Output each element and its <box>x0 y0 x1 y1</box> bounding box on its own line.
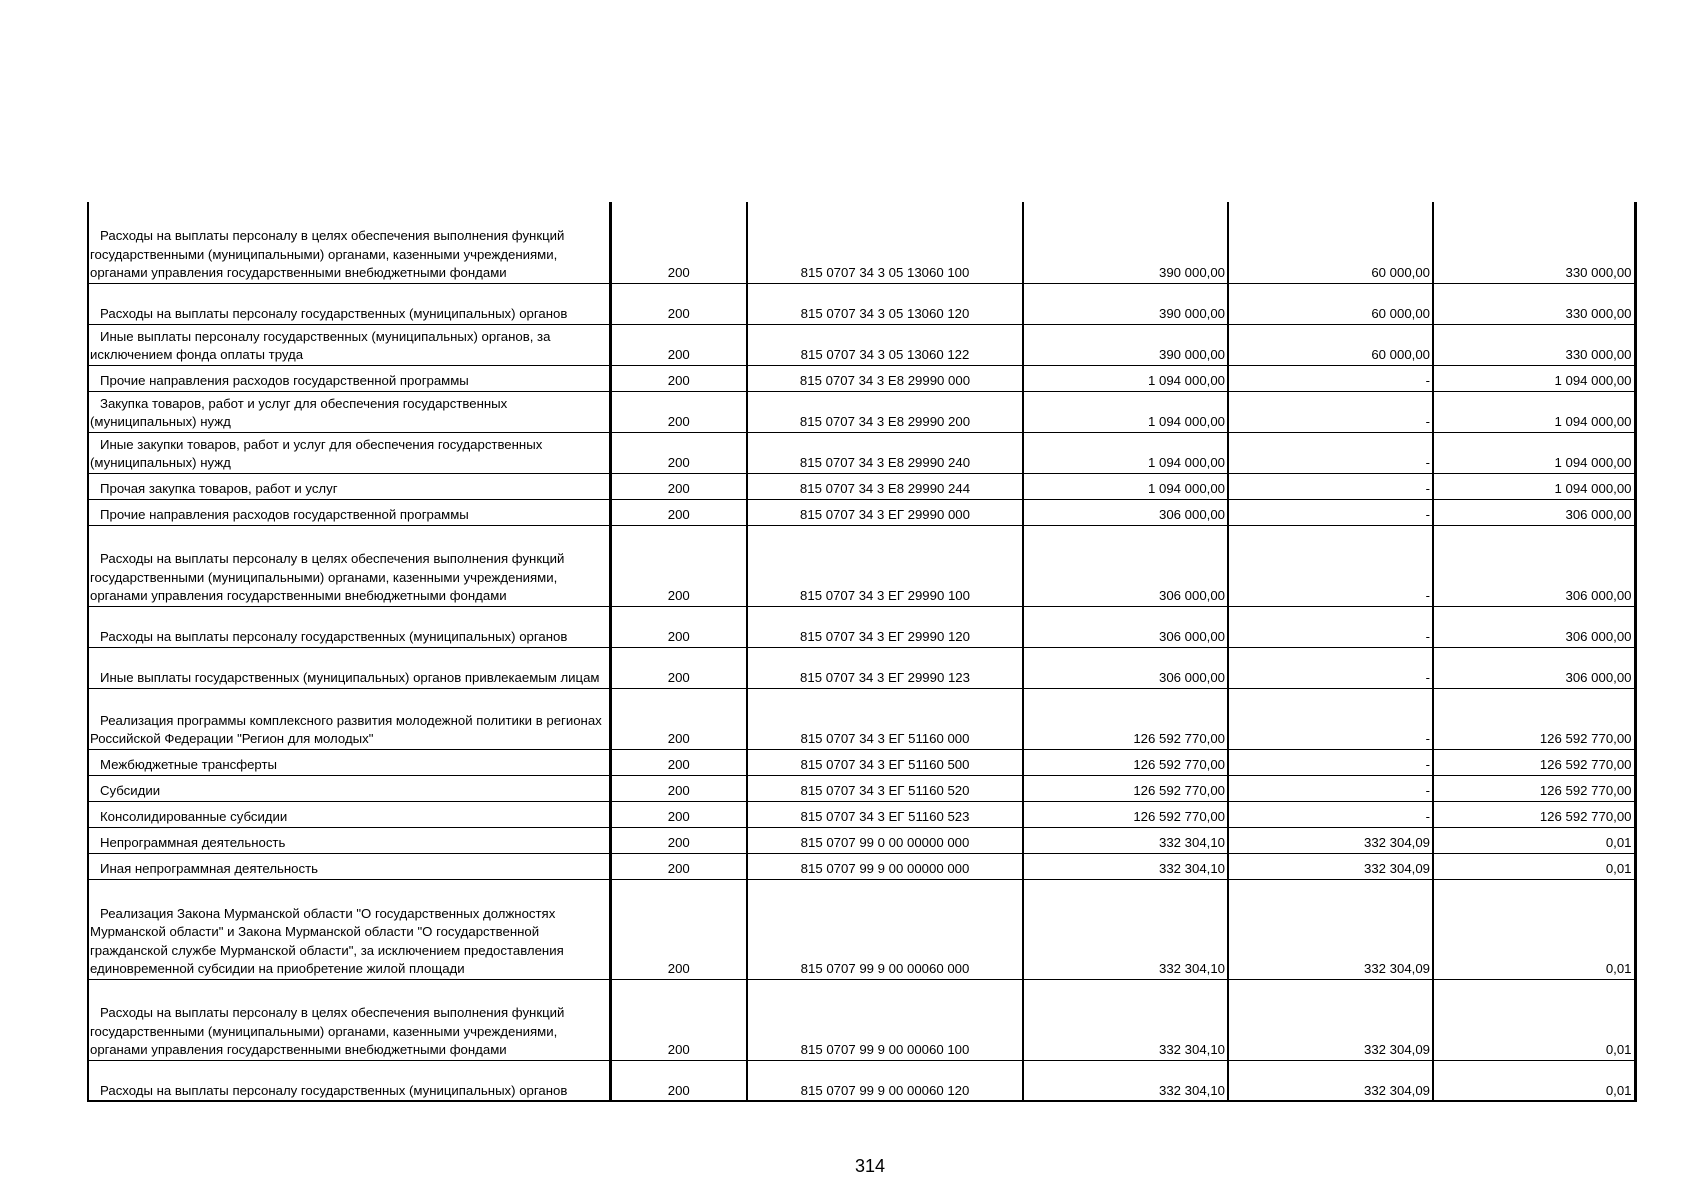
table-row <box>88 775 1635 801</box>
row-executed: - <box>1228 499 1433 525</box>
row-kbk: 815 0707 99 9 00 00060 100 <box>747 979 1023 1060</box>
row-name-text: Реализация Закона Мурманской области "О государственных должностях Мурманской области" и Закона Мурманской области "О государственной гражданской службе Мурманской области", за исключением предоставления единовременной субсидии на приобретение жилой площади <box>90 905 564 976</box>
row-executed: - <box>1228 473 1433 499</box>
row-kbk: 815 0707 34 3 Е8 29990 240 <box>747 432 1023 473</box>
table-row <box>88 525 1635 606</box>
row-kbk: 815 0707 34 3 ЕГ 51160 520 <box>747 775 1023 801</box>
row-executed: 60 000,00 <box>1228 324 1433 365</box>
row-name <box>88 432 610 473</box>
row-executed: - <box>1228 606 1433 647</box>
row-name-text: Иные выплаты персоналу государственных (муниципальных) органов, за исключением фонда оплаты труда <box>90 328 551 362</box>
budget-table <box>87 202 1637 1102</box>
table-row <box>88 688 1635 749</box>
row-approved: 126 592 770,00 <box>1023 749 1228 775</box>
page-number: 314 <box>854 1156 886 1176</box>
row-name-text: Расходы на выплаты персоналу государственных (муниципальных) органов <box>100 629 568 644</box>
row-name-text: Консолидированные субсидии <box>100 809 288 824</box>
row-name-text: Расходы на выплаты персоналу в целях обеспечения выполнения функций государственными (муниципальными) органами, казенными учреждениями, органами управления государственными внебюджетными фондами <box>90 228 565 280</box>
row-name <box>88 283 610 324</box>
row-remaining: 330 000,00 <box>1433 202 1635 283</box>
row-kbk: 815 0707 34 3 05 13060 100 <box>747 202 1023 283</box>
table-row <box>88 202 1635 283</box>
row-kbk: 815 0707 34 3 ЕГ 51160 523 <box>747 801 1023 827</box>
row-executed: - <box>1228 647 1433 688</box>
row-name-text: Расходы на выплаты персоналу государственных (муниципальных) органов <box>100 306 568 321</box>
table-row <box>88 324 1635 365</box>
row-remaining: 126 592 770,00 <box>1433 801 1635 827</box>
row-approved: 332 304,10 <box>1023 879 1228 979</box>
row-name <box>88 775 610 801</box>
row-name <box>88 1060 610 1101</box>
row-name-text: Закупка товаров, работ и услуг для обеспечения государственных (муниципальных) нужд <box>90 395 508 429</box>
row-code: 200 <box>610 606 747 647</box>
row-remaining: 306 000,00 <box>1433 525 1635 606</box>
row-code: 200 <box>610 432 747 473</box>
row-name <box>88 606 610 647</box>
row-kbk: 815 0707 34 3 05 13060 122 <box>747 324 1023 365</box>
row-name <box>88 202 610 283</box>
row-code: 200 <box>610 827 747 853</box>
row-remaining: 0,01 <box>1433 879 1635 979</box>
row-name <box>88 879 610 979</box>
row-remaining: 126 592 770,00 <box>1433 749 1635 775</box>
table-row <box>88 853 1635 879</box>
row-code: 200 <box>610 391 747 432</box>
row-approved: 332 304,10 <box>1023 979 1228 1060</box>
row-name-text: Иная непрограммная деятельность <box>100 861 319 876</box>
row-code: 200 <box>610 283 747 324</box>
table-row <box>88 391 1635 432</box>
row-executed: - <box>1228 688 1433 749</box>
row-code: 200 <box>610 1060 747 1101</box>
table-row <box>88 365 1635 391</box>
row-name-text: Расходы на выплаты персоналу в целях обеспечения выполнения функций государственными (муниципальными) органами, казенными учреждениями, органами управления государственными внебюджетными фондами <box>90 551 565 603</box>
row-code: 200 <box>610 688 747 749</box>
row-kbk: 815 0707 34 3 ЕГ 51160 500 <box>747 749 1023 775</box>
row-kbk: 815 0707 34 3 ЕГ 29990 100 <box>747 525 1023 606</box>
row-kbk: 815 0707 34 3 ЕГ 29990 123 <box>747 647 1023 688</box>
table-row <box>88 1060 1635 1101</box>
row-remaining: 1 094 000,00 <box>1433 473 1635 499</box>
table-row <box>88 749 1635 775</box>
row-name-text: Расходы на выплаты персоналу государственных (муниципальных) органов <box>100 1082 568 1098</box>
row-approved: 126 592 770,00 <box>1023 775 1228 801</box>
row-remaining: 306 000,00 <box>1433 606 1635 647</box>
row-remaining: 1 094 000,00 <box>1433 391 1635 432</box>
table-row <box>88 283 1635 324</box>
row-code: 200 <box>610 879 747 979</box>
row-name-text: Прочие направления расходов государственной программы <box>100 373 469 388</box>
row-code: 200 <box>610 775 747 801</box>
row-name <box>88 324 610 365</box>
row-executed: 60 000,00 <box>1228 202 1433 283</box>
row-approved: 306 000,00 <box>1023 647 1228 688</box>
row-remaining: 0,01 <box>1433 1060 1635 1101</box>
row-approved: 306 000,00 <box>1023 606 1228 647</box>
row-code: 200 <box>610 499 747 525</box>
row-approved: 332 304,10 <box>1023 827 1228 853</box>
row-kbk: 815 0707 34 3 Е8 29990 200 <box>747 391 1023 432</box>
row-name <box>88 525 610 606</box>
row-executed: - <box>1228 365 1433 391</box>
row-kbk: 815 0707 99 0 00 00000 000 <box>747 827 1023 853</box>
row-code: 200 <box>610 365 747 391</box>
row-kbk: 815 0707 34 3 ЕГ 51160 000 <box>747 688 1023 749</box>
row-remaining: 330 000,00 <box>1433 283 1635 324</box>
row-name-text: Межбюджетные трансферты <box>100 757 277 772</box>
table-row <box>88 499 1635 525</box>
table-row <box>88 432 1635 473</box>
row-code: 200 <box>610 324 747 365</box>
row-approved: 1 094 000,00 <box>1023 365 1228 391</box>
row-code: 200 <box>610 801 747 827</box>
row-name-text: Прочая закупка товаров, работ и услуг <box>100 481 338 496</box>
row-remaining: 306 000,00 <box>1433 647 1635 688</box>
row-approved: 306 000,00 <box>1023 499 1228 525</box>
row-kbk: 815 0707 34 3 ЕГ 29990 000 <box>747 499 1023 525</box>
row-code: 200 <box>610 853 747 879</box>
row-approved: 332 304,10 <box>1023 853 1228 879</box>
row-code: 200 <box>610 473 747 499</box>
row-kbk: 815 0707 99 9 00 00000 000 <box>747 853 1023 879</box>
row-code: 200 <box>610 647 747 688</box>
row-executed: 60 000,00 <box>1228 283 1433 324</box>
row-executed: - <box>1228 801 1433 827</box>
row-executed: 332 304,09 <box>1228 879 1433 979</box>
table-row <box>88 827 1635 853</box>
row-remaining: 126 592 770,00 <box>1433 688 1635 749</box>
table-row <box>88 473 1635 499</box>
row-approved: 390 000,00 <box>1023 202 1228 283</box>
row-approved: 126 592 770,00 <box>1023 688 1228 749</box>
row-name <box>88 473 610 499</box>
row-name <box>88 827 610 853</box>
row-executed: - <box>1228 775 1433 801</box>
row-name-text: Иные закупки товаров, работ и услуг для обеспечения государственных (муниципальных) нужд <box>90 436 543 470</box>
row-approved: 1 094 000,00 <box>1023 391 1228 432</box>
row-approved: 1 094 000,00 <box>1023 473 1228 499</box>
row-name <box>88 688 610 749</box>
row-kbk: 815 0707 34 3 Е8 29990 244 <box>747 473 1023 499</box>
row-name <box>88 979 610 1060</box>
row-executed: 332 304,09 <box>1228 979 1433 1060</box>
row-executed: - <box>1228 432 1433 473</box>
row-code: 200 <box>610 979 747 1060</box>
row-approved: 1 094 000,00 <box>1023 432 1228 473</box>
row-executed: 332 304,09 <box>1228 853 1433 879</box>
row-executed: - <box>1228 525 1433 606</box>
row-approved: 390 000,00 <box>1023 283 1228 324</box>
row-remaining: 306 000,00 <box>1433 499 1635 525</box>
row-name <box>88 749 610 775</box>
row-kbk: 815 0707 34 3 05 13060 120 <box>747 283 1023 324</box>
row-kbk: 815 0707 99 9 00 00060 000 <box>747 879 1023 979</box>
row-name <box>88 365 610 391</box>
row-remaining: 0,01 <box>1433 827 1635 853</box>
row-approved: 390 000,00 <box>1023 324 1228 365</box>
row-approved: 332 304,10 <box>1023 1060 1228 1101</box>
row-remaining: 0,01 <box>1433 853 1635 879</box>
row-kbk: 815 0707 34 3 ЕГ 29990 120 <box>747 606 1023 647</box>
row-name-text: Субсидии <box>100 783 161 798</box>
table-row <box>88 647 1635 688</box>
row-kbk: 815 0707 34 3 Е8 29990 000 <box>747 365 1023 391</box>
row-name-text: Реализация программы комплексного развития молодежной политики в регионах Российской Федерации "Регион для молодых" <box>90 712 602 746</box>
row-executed: - <box>1228 391 1433 432</box>
table-row <box>88 879 1635 979</box>
row-approved: 306 000,00 <box>1023 525 1228 606</box>
row-remaining: 1 094 000,00 <box>1433 365 1635 391</box>
row-name <box>88 499 610 525</box>
row-code: 200 <box>610 749 747 775</box>
row-executed: 332 304,09 <box>1228 827 1433 853</box>
row-name-text: Расходы на выплаты персоналу в целях обеспечения выполнения функций государственными (муниципальными) органами, казенными учреждениями, органами управления государственными внебюджетными фондами <box>90 1005 565 1057</box>
budget-table-body <box>88 202 1635 1101</box>
row-executed: 332 304,09 <box>1228 1060 1433 1101</box>
row-remaining: 330 000,00 <box>1433 324 1635 365</box>
table-row <box>88 801 1635 827</box>
row-approved: 126 592 770,00 <box>1023 801 1228 827</box>
row-name <box>88 801 610 827</box>
table-row <box>88 606 1635 647</box>
row-remaining: 126 592 770,00 <box>1433 775 1635 801</box>
row-remaining: 0,01 <box>1433 979 1635 1060</box>
row-name-text: Прочие направления расходов государственной программы <box>100 507 469 522</box>
table-row <box>88 979 1635 1060</box>
row-code: 200 <box>610 525 747 606</box>
row-name-text: Непрограммная деятельность <box>100 835 286 850</box>
row-name <box>88 853 610 879</box>
row-executed: - <box>1228 749 1433 775</box>
row-name-text: Иные выплаты государственных (муниципальных) органов привлекаемым лицам <box>100 670 600 685</box>
row-name <box>88 647 610 688</box>
row-remaining: 1 094 000,00 <box>1433 432 1635 473</box>
row-code: 200 <box>610 202 747 283</box>
row-kbk: 815 0707 99 9 00 00060 120 <box>747 1060 1023 1101</box>
row-name <box>88 391 610 432</box>
